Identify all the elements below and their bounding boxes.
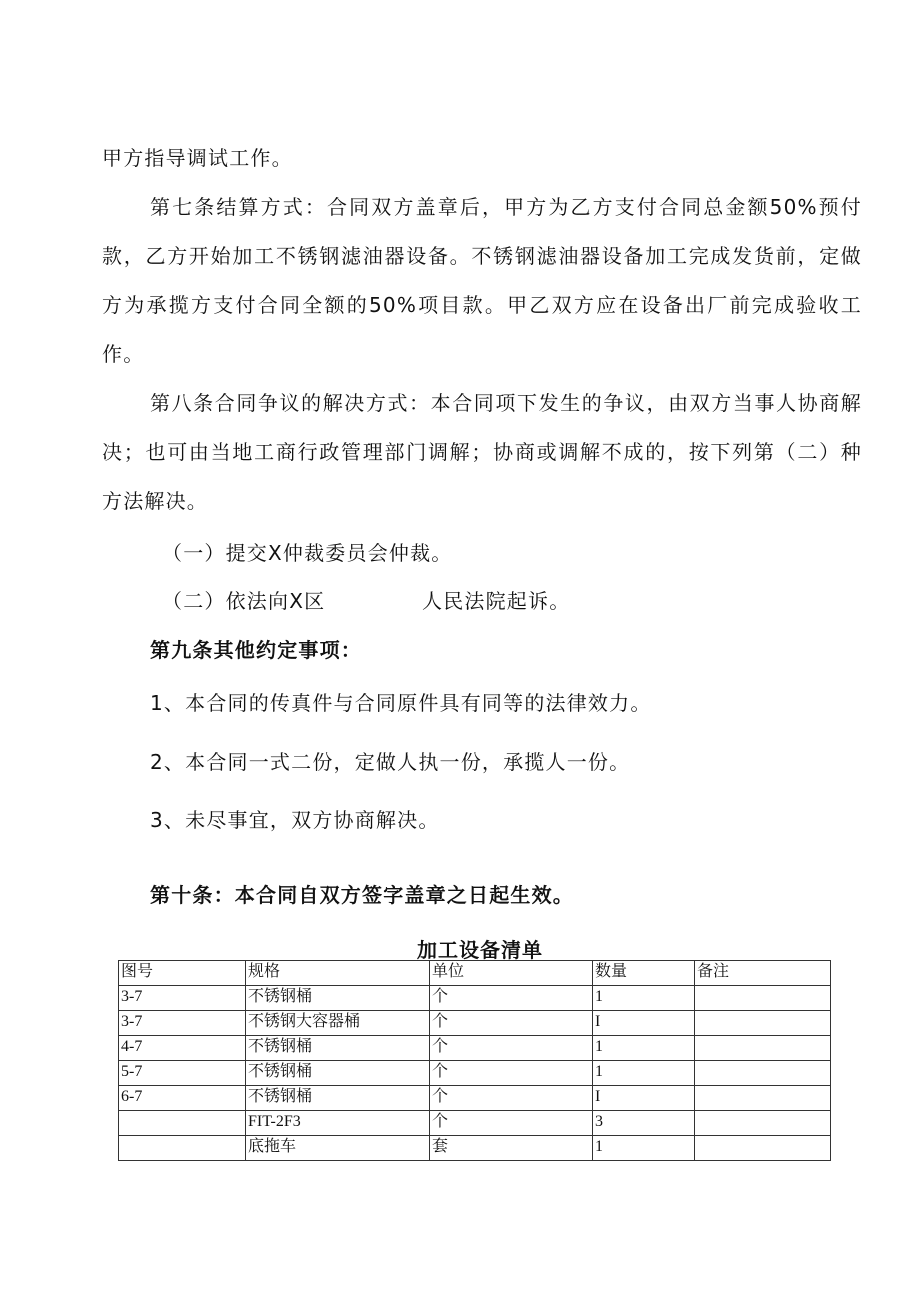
cell-quantity: I [593, 1086, 695, 1111]
dispute-option-2-part-a: （二）依法向X区 [162, 589, 326, 613]
table-row [119, 1036, 831, 1061]
cell-quantity: 1 [593, 1136, 695, 1161]
cell-drawing-no: 4-7 [119, 1036, 246, 1061]
cell-spec: FIT-2F3 [246, 1111, 430, 1136]
cell-remarks [695, 1036, 831, 1061]
cell-spec: 不锈钢桶 [246, 1061, 430, 1086]
cell-spec: 不锈钢桶 [246, 1036, 430, 1061]
cell-remarks [695, 1061, 831, 1086]
article-8-dispute: 第八条合同争议的解决方式：本合同项下发生的争议，由双方当事人协商解决；也可由当地工商行政管理部门调解；协商或调解不成的，按下列第（二）种方法解决。 [102, 391, 862, 513]
cell-remarks [695, 986, 831, 1011]
cell-spec: 不锈钢桶 [246, 1086, 430, 1111]
cell-unit: 个 [430, 986, 593, 1011]
cell-unit: 个 [430, 1036, 593, 1061]
cell-drawing-no [119, 1136, 246, 1161]
cell-remarks [695, 1136, 831, 1161]
cell-drawing-no [119, 1111, 246, 1136]
cell-drawing-no: 3-7 [119, 1011, 246, 1036]
cell-spec: 不锈钢大容器桶 [246, 1011, 430, 1036]
cell-drawing-no: 6-7 [119, 1086, 246, 1111]
cell-unit: 个 [430, 1011, 593, 1036]
table-header-row [119, 961, 831, 986]
article-9-item-1: 1、本合同的传真件与合同原件具有同等的法律效力。 [150, 691, 652, 715]
article-10: 第十条：本合同自双方签字盖章之日起生效。 [150, 883, 574, 907]
equipment-list-title: 加工设备清单 [417, 938, 543, 962]
article-7-settlement: 第七条结算方式：合同双方盖章后，甲方为乙方支付合同总金额50%预付款，乙方开始加工不锈钢滤油器设备。不锈钢滤油器设备加工完成发货前，定做方为承揽方支付合同全额的50%项目款。甲乙双方应在设备出厂前完成验收工作。 [102, 195, 862, 366]
cell-unit: 个 [430, 1086, 593, 1111]
table-row [119, 1011, 831, 1036]
cell-remarks [695, 1111, 831, 1136]
article-9-heading: 第九条其他约定事项： [150, 638, 362, 662]
table-row [119, 1086, 831, 1111]
header-drawing-no: 图号 [119, 961, 246, 986]
cell-quantity: 1 [593, 1036, 695, 1061]
article-9-item-2: 2、本合同一式二份，定做人执一份，承揽人一份。 [150, 750, 631, 774]
table-row [119, 1136, 831, 1161]
header-unit: 单位 [430, 961, 593, 986]
cell-drawing-no: 3-7 [119, 986, 246, 1011]
dispute-option-2-part-b: 人民法院起诉。 [422, 589, 571, 613]
cell-quantity: I [593, 1011, 695, 1036]
cell-unit: 个 [430, 1111, 593, 1136]
equipment-table [118, 960, 831, 1161]
cell-quantity: 1 [593, 986, 695, 1011]
header-quantity: 数量 [593, 961, 695, 986]
table-row [119, 1111, 831, 1136]
article-9-item-3: 3、未尽事宜，双方协商解决。 [150, 808, 440, 832]
header-remarks: 备注 [695, 961, 831, 986]
paragraph-continuation: 甲方指导调试工作。 [102, 146, 293, 170]
cell-drawing-no: 5-7 [119, 1061, 246, 1086]
cell-remarks [695, 1011, 831, 1036]
cell-remarks [695, 1086, 831, 1111]
cell-unit: 个 [430, 1061, 593, 1086]
table-row [119, 1061, 831, 1086]
cell-unit: 套 [430, 1136, 593, 1161]
cell-quantity: 1 [593, 1061, 695, 1086]
table-row [119, 986, 831, 1011]
header-spec: 规格 [246, 961, 430, 986]
cell-spec: 不锈钢桶 [246, 986, 430, 1011]
cell-quantity: 3 [593, 1111, 695, 1136]
cell-spec: 底拖车 [246, 1136, 430, 1161]
dispute-option-1: （一）提交X仲裁委员会仲裁。 [162, 541, 453, 565]
